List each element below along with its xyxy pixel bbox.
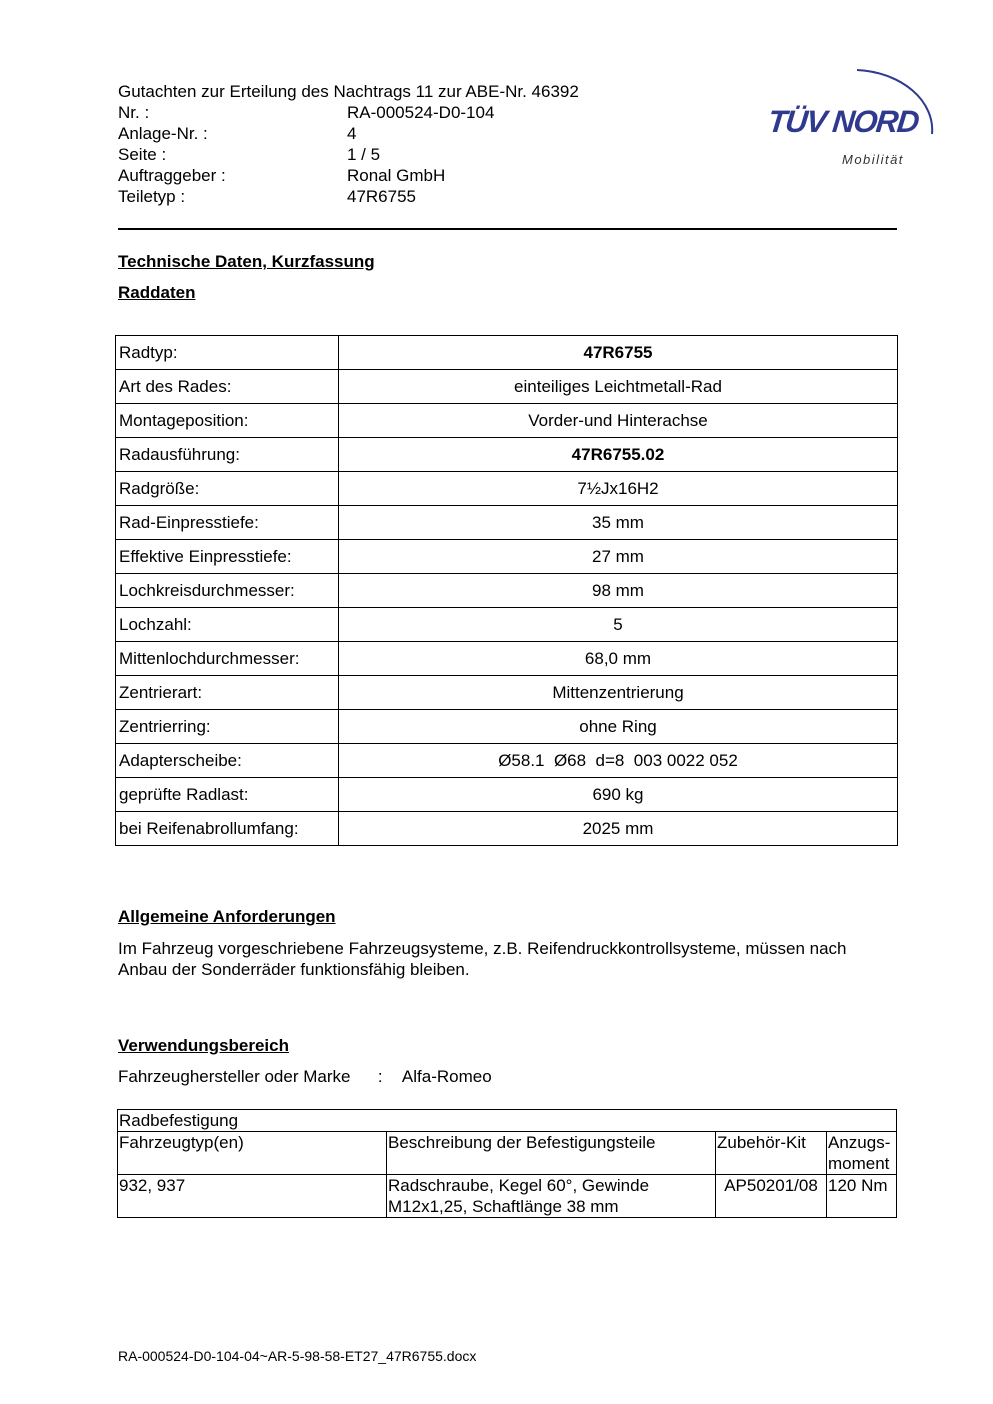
header-label: Seite : [118, 145, 167, 164]
header-label: Anlage-Nr. : [118, 124, 208, 143]
table-row [116, 676, 898, 710]
table-row [116, 506, 898, 540]
manufacturer-line [118, 1067, 492, 1087]
table-row [116, 608, 898, 642]
table-row [116, 710, 898, 744]
header-row-anlage [118, 123, 356, 144]
table-row [116, 336, 898, 370]
header-value: RA-000524-D0-104 [347, 103, 495, 122]
row-label: Effektive Einpresstiefe: [116, 540, 339, 574]
raddaten-table [115, 335, 898, 846]
table-row [116, 812, 898, 846]
row-value: 35 mm [339, 506, 898, 540]
section-heading-raddaten: Raddaten [118, 283, 196, 302]
row-value: 7½Jx16H2 [339, 472, 898, 506]
header-value: 47R6755 [347, 187, 417, 206]
table-row [116, 540, 898, 574]
header-value: 1 / 5 [347, 145, 381, 164]
document-title: Gutachten zur Erteilung des Nachtrags 11 zur ABE-Nr. 46392 [118, 82, 579, 101]
column-header: Beschreibung der Befestigungsteile [387, 1132, 716, 1175]
table-row [116, 472, 898, 506]
table-row [116, 574, 898, 608]
header-row-nr [118, 102, 494, 123]
section-heading-allgemeine-anforderungen: Allgemeine Anforderungen [118, 907, 336, 926]
row-label: Adapterscheibe: [116, 744, 339, 778]
column-header: Zubehör-Kit [716, 1132, 827, 1175]
footer-filename: RA-000524-D0-104-04~AR-5-98-58-ET27_47R6755.docx [118, 1348, 477, 1364]
table-cell: 120 Nm [827, 1175, 897, 1218]
manufacturer-label: Fahrzeughersteller oder Marke [118, 1067, 351, 1086]
row-label: Montageposition: [116, 404, 339, 438]
row-label: Radtyp: [116, 336, 339, 370]
row-label: geprüfte Radlast: [116, 778, 339, 812]
row-label: bei Reifenabrollumfang: [116, 812, 339, 846]
row-value: 27 mm [339, 540, 898, 574]
header-value: 4 [347, 124, 357, 143]
table-caption: Radbefestigung [118, 1110, 897, 1132]
section-heading-verwendungsbereich: Verwendungsbereich [118, 1036, 289, 1055]
manufacturer-separator: : [377, 1067, 383, 1086]
row-value: Vorder-und Hinterachse [339, 404, 898, 438]
row-label: Zentrierart: [116, 676, 339, 710]
header-divider [118, 228, 897, 230]
row-value: 47R6755.02 [339, 438, 898, 472]
row-label: Mittenlochdurchmesser: [116, 642, 339, 676]
header-label: Nr. : [118, 103, 150, 122]
row-value: 2025 mm [339, 812, 898, 846]
row-value: ohne Ring [339, 710, 898, 744]
row-value: einteiliges Leichtmetall-Rad [339, 370, 898, 404]
manufacturer-value: Alfa-Romeo [401, 1067, 492, 1086]
row-value: 5 [339, 608, 898, 642]
row-label: Radausführung: [116, 438, 339, 472]
table-cell: 932, 937 [118, 1175, 387, 1218]
logo-wordmark: TÜV NORD [766, 104, 920, 139]
row-value: 98 mm [339, 574, 898, 608]
header-row-teiletyp [118, 186, 416, 207]
header-value: Ronal GmbH [347, 166, 446, 185]
table-row [116, 438, 898, 472]
table-row [116, 642, 898, 676]
table-caption-row [118, 1110, 897, 1132]
row-value: Ø58.1 Ø68 d=8 003 0022 052 [339, 744, 898, 778]
section-heading-technische-daten: Technische Daten, Kurzfassung [118, 252, 375, 271]
table-row [116, 404, 898, 438]
row-label: Lochkreisdurchmesser: [116, 574, 339, 608]
row-label: Rad-Einpresstiefe: [116, 506, 339, 540]
row-value: 68,0 mm [339, 642, 898, 676]
table-header-row [118, 1132, 897, 1175]
anforderungen-text: Im Fahrzeug vorgeschriebene Fahrzeugsysteme, z.B. Reifendruckkontrollsysteme, müssen nach Anbau der Sonderräder funktionsfähig bleiben. [118, 939, 847, 979]
logo-subtitle: Mobilität [842, 152, 904, 167]
table-row [116, 744, 898, 778]
header-label: Auftraggeber : [118, 166, 226, 185]
tuv-nord-logo [762, 58, 942, 170]
header-row-auftraggeber [118, 165, 445, 186]
row-label: Radgröße: [116, 472, 339, 506]
column-header: Fahrzeugtyp(en) [118, 1132, 387, 1175]
header-label: Teiletyp : [118, 187, 186, 206]
table-row [116, 778, 898, 812]
row-label: Lochzahl: [116, 608, 339, 642]
column-header: Anzugs- moment [827, 1132, 897, 1175]
row-value: 690 kg [339, 778, 898, 812]
radbefestigung-table [117, 1109, 897, 1218]
table-row [118, 1175, 897, 1218]
header-row-seite [118, 144, 380, 165]
table-cell: Radschraube, Kegel 60°, Gewinde M12x1,25, Schaftlänge 38 mm [387, 1175, 716, 1218]
table-row [116, 370, 898, 404]
row-value: Mittenzentrierung [339, 676, 898, 710]
row-value: 47R6755 [339, 336, 898, 370]
row-label: Art des Rades: [116, 370, 339, 404]
row-label: Zentrierring: [116, 710, 339, 744]
table-cell: AP50201/08 [716, 1175, 827, 1218]
